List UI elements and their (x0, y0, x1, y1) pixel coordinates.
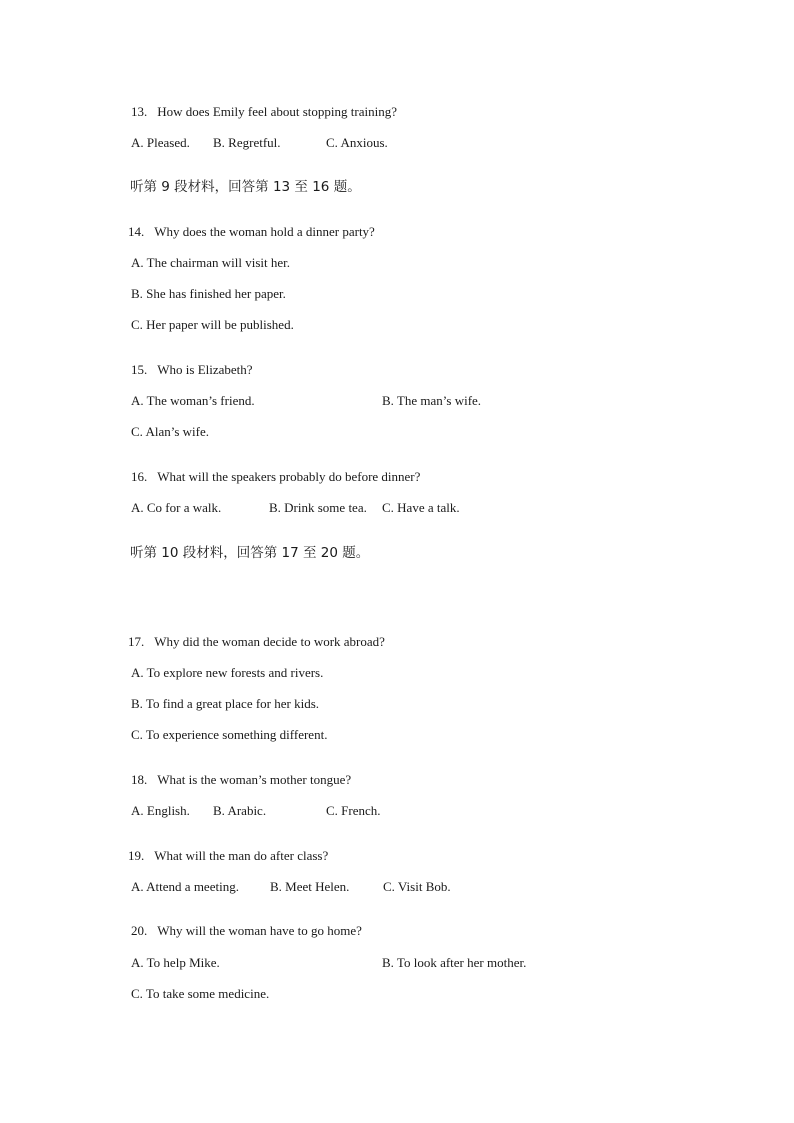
option-19-a: A. Attend a meeting. (131, 879, 239, 894)
question-text: What will the speakers probably do before dinner? (157, 469, 421, 484)
option-16-c: C. Have a talk. (382, 500, 460, 515)
question-number: 16. (131, 469, 148, 484)
question-number: 18. (131, 772, 148, 787)
question-16 (131, 469, 420, 485)
option-20-a: A. To help Mike. (131, 955, 220, 970)
question-number: 15. (131, 362, 148, 377)
question-19 (128, 848, 328, 864)
option-17-a: A. To explore new forests and rivers. (131, 665, 324, 680)
question-number: 20. (131, 923, 148, 938)
question-20 (131, 923, 362, 939)
option-18-c: C. French. (326, 803, 381, 818)
question-number: 17. (128, 634, 145, 649)
option-17-b: B. To find a great place for her kids. (131, 696, 320, 711)
option-20-b: B. To look after her mother. (382, 955, 527, 970)
option-14-a: A. The chairman will visit her. (131, 255, 290, 270)
question-text: Why did the woman decide to work abroad? (154, 634, 385, 649)
option-15-c: C. Alan’s wife. (131, 424, 209, 439)
question-text: What will the man do after class? (154, 848, 329, 863)
question-number: 14. (128, 224, 145, 239)
question-17 (128, 634, 385, 650)
option-16-a: A. Co for a walk. (131, 500, 222, 515)
question-14 (128, 224, 375, 240)
option-20-c: C. To take some medicine. (131, 986, 270, 1001)
option-13-a: A. Pleased. (131, 135, 190, 150)
question-13 (131, 104, 397, 120)
option-19-c: C. Visit Bob. (383, 879, 451, 894)
option-16-b: B. Drink some tea. (269, 500, 367, 515)
question-text: What is the woman’s mother tongue? (157, 772, 352, 787)
question-text: Why will the woman have to go home? (157, 923, 362, 938)
option-15-a: A. The woman’s friend. (131, 393, 255, 408)
question-15 (131, 362, 253, 378)
question-text: Why does the woman hold a dinner party? (154, 224, 375, 239)
section-heading-9: 听第 9 段材料，回答第 13 至 16 题。 (130, 179, 361, 195)
option-13-b: B. Regretful. (213, 135, 281, 150)
question-18 (131, 772, 351, 788)
question-number: 19. (128, 848, 145, 863)
option-15-b: B. The man’s wife. (382, 393, 482, 408)
question-text: Who is Elizabeth? (157, 362, 253, 377)
question-text: How does Emily feel about stopping training? (157, 104, 397, 119)
option-14-b: B. She has finished her paper. (131, 286, 286, 301)
option-18-b: B. Arabic. (213, 803, 267, 818)
option-18-a: A. English. (131, 803, 190, 818)
option-19-b: B. Meet Helen. (270, 879, 350, 894)
option-14-c: C. Her paper will be published. (131, 317, 294, 332)
section-heading-10: 听第 10 段材料，回答第 17 至 20 题。 (130, 545, 370, 561)
question-number: 13. (131, 104, 148, 119)
option-13-c: C. Anxious. (326, 135, 388, 150)
option-17-c: C. To experience something different. (131, 727, 328, 742)
